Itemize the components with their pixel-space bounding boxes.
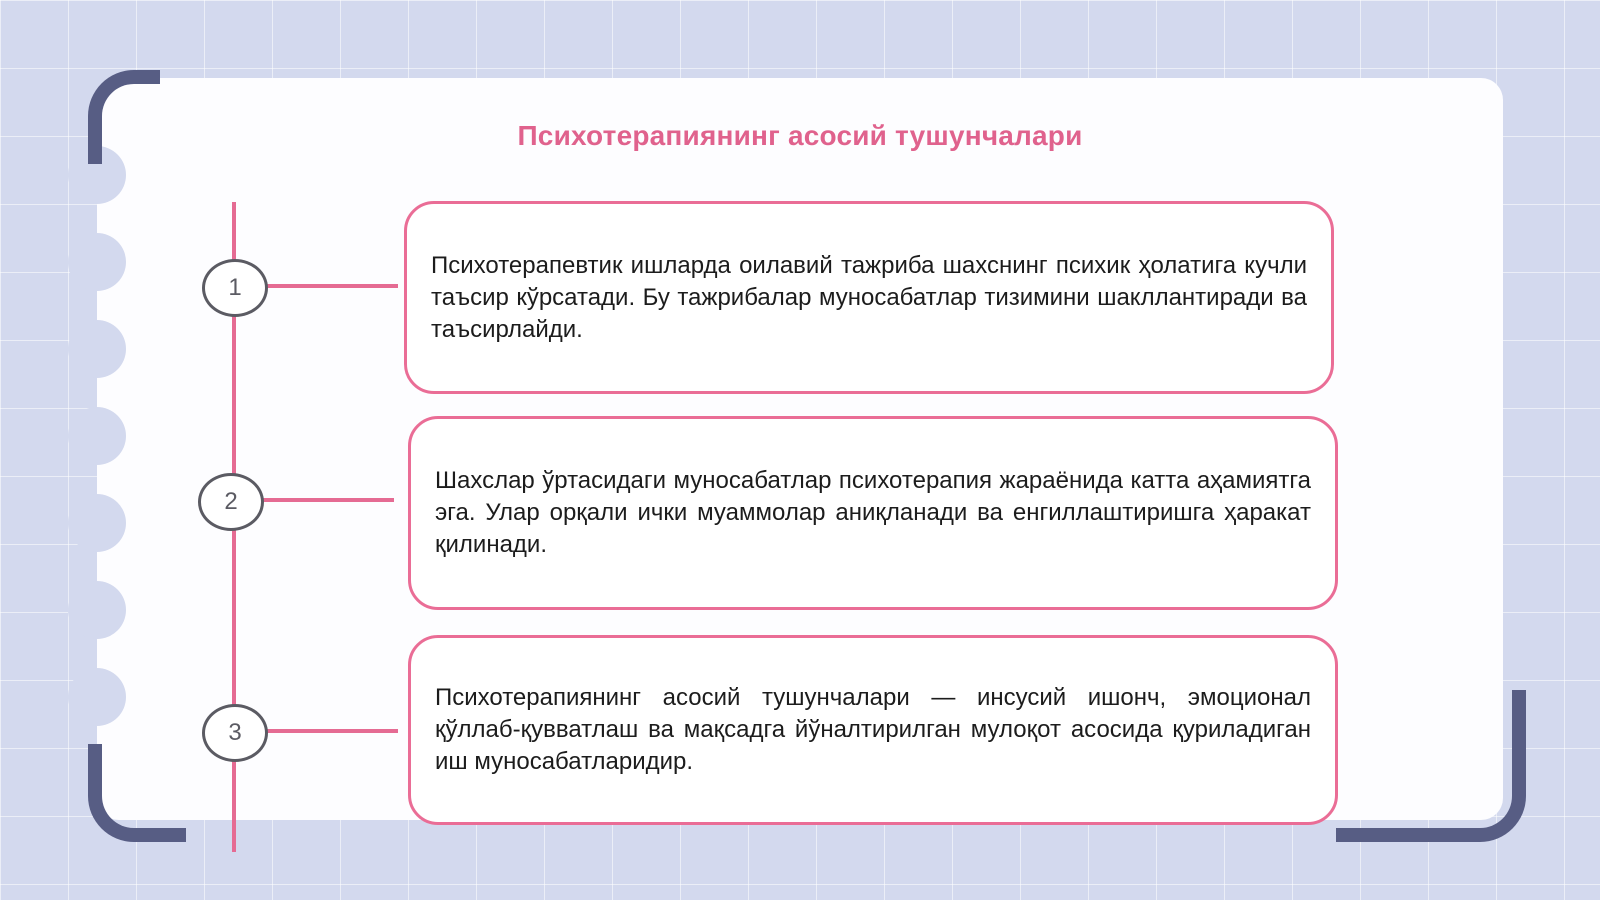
connector-line: [266, 284, 398, 288]
content-text-2: Шахслар ўртасидаги муносабатлар психотерапия жараёнида катта аҳамиятга эга. Улар орқали ички муаммолар аниқланади ва енгиллаштиришга ҳаракат қилинади.: [435, 467, 1311, 558]
paper-scallop: [68, 407, 126, 465]
content-box-3: [408, 635, 1338, 825]
paper-scallop: [68, 320, 126, 378]
slide-title: Психотерапиянинг асосий тушунчалари: [517, 120, 1083, 151]
connector-line: [262, 498, 394, 502]
step-number-1: 1: [202, 259, 268, 317]
content-box-2: [408, 416, 1338, 610]
step-number-2: 2: [198, 473, 264, 531]
content-text-1: Психотерапевтик ишларда оилавий тажриба шахснинг психик ҳолатига кучли таъсир кўрсатади. Бу тажрибалар муносабатлар тизимини шакллантиради ва таъсирлайди.: [431, 251, 1307, 343]
paper-scallop: [68, 668, 126, 726]
paper-scallop: [68, 581, 126, 639]
content-box-1: [404, 201, 1334, 394]
paper-scallop: [68, 233, 126, 291]
corner-bracket-bottom-left: [88, 744, 186, 842]
corner-bracket-bottom-right: [1336, 690, 1526, 842]
step-number-3: 3: [202, 704, 268, 762]
connector-line: [266, 729, 398, 733]
paper-scallop: [68, 494, 126, 552]
corner-bracket-top-left: [88, 70, 160, 164]
content-text-3: Психотерапиянинг асосий тушунчалари — инсусий ишонч, эмоционал қўллаб-қувватлаш ва мақсадга йўналтирилган мулоқот асосида қуриладиган иш муносабатларидир.: [435, 684, 1311, 775]
